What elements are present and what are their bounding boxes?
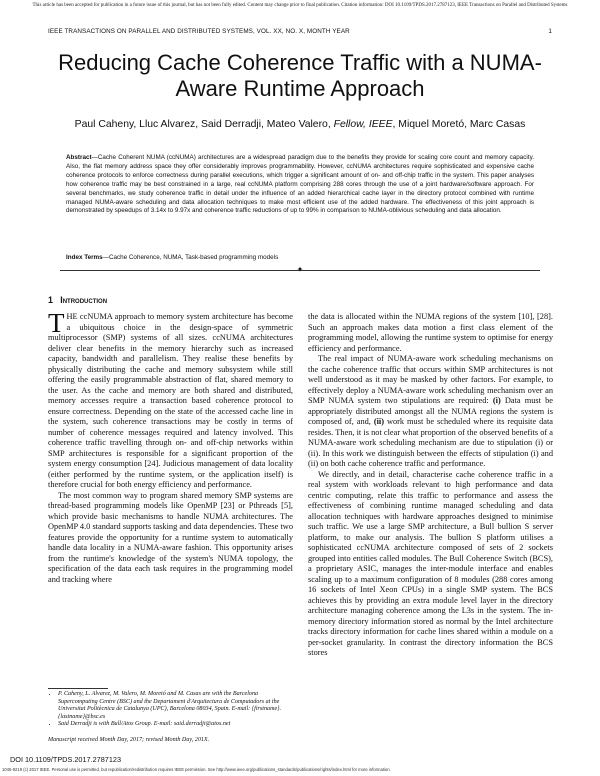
footnotes xyxy=(48,691,293,729)
publication-notice: This article has been accepted for publication in a future issue of this journal, but has not been fully edited. Content may change prior to final publication. Citation information: DOI 10.1109/TPDS.2017.2787123, IEEE Transactions on Parallel and Distributed Systems xyxy=(32,3,568,8)
divider-diamond-icon: ✦ xyxy=(296,265,304,274)
paragraph-text: Data must be appropriately distributed amongst all the NUMA regions the system is composed of, and, xyxy=(308,396,553,426)
copyright-notice: 1045-9219 (c) 2017 IEEE. Personal use is permitted, but republication/redistribution requires IEEE permission. See http://www.ieee.org/publications_standards/publications/rights/index.html for more information. xyxy=(2,767,391,772)
authors-after: , Miquel Moretó, Marc Casas xyxy=(392,119,526,130)
page-number: 1 xyxy=(548,28,552,35)
manuscript-dates: Manuscript received Month Day, 2017; revised Month Day, 201X. xyxy=(48,737,210,743)
abstract-text: —Cache Coherent NUMA (ccNUMA) architectures are a widespread paradigm due to the benefits they provide for scaling core count and memory capacity. Also, the flat memory address space they offer considerably improves programmability. However, ccNUMA architectures require sophisticated and expensive cache coherence protocols to enforce correctness during parallel executions, which trigger a significant amount of on- and off-chip traffic in the system. This paper analyses how coherence traffic may be best constrained in a large, real ccNUMA platform comprising 288 cores through the use of a joint hardware/software approach. For several benchmarks, we study coherence traffic in detail under the influence of an added hierarchical cache layer in the directory protocol combined with runtime managed NUMA-aware scheduling and data allocation techniques to make most efficient use of the added hardware. The effectiveness of this joint approach is demonstrated by speedups of 3.14x to 9.97x and coherence traffic reductions of up to 99% in comparison to NUMA-oblivious scheduling and data allocation. xyxy=(66,154,534,215)
paragraph-text: HE ccNUMA approach to memory system architecture has become a ubiquitous choice in the design-space of symmetric multiprocessor (SMP) systems of all sizes. ccNUMA architectures deliver clear benefits in the memory hierarchy such as increased capacity, bandwidth and parallelism. They realise these benefits by physically distributing the cache and memory subsystem while still offering the easily programmable abstraction of flat, shared memory to the user. As the cache and memory are both shared and distributed, memory accesses require a transaction based coherence protocol to ensure correctness. Depending on the state of the accessed cache line in the system, such coherence transactions may be costly in terms of number of coherence messages required and latency involved. This coherence traffic travelling through on- and off-chip networks within SMP architectures is responsible for a significant proportion of the system energy consumption [24]. Judicious management of data locality (either performed by the runtime system, or the application itself) is therefore crucial for both energy efficiency and performance. xyxy=(48,312,293,489)
paragraph: the data is allocated within the NUMA regions of the system [10], [28]. Such an approach makes data motion a first class element of the programming model, allowing the runtime system to optimise for energy efficiency and performance. xyxy=(308,312,553,353)
drop-cap: T xyxy=(48,308,65,338)
section-title: Introduction xyxy=(60,295,108,305)
section-number: 1 xyxy=(48,295,53,305)
doi: DOI 10.1109/TPDS.2017.2787123 xyxy=(10,755,122,764)
running-head xyxy=(48,28,552,35)
footnote-affiliation: • P. Caheny, L. Alvarez, M. Valero, M. Moretó and M. Casas are with the Barcelona Supercomputing Centre (BSC) and the Departament d'Arquitectura de Computadors at the Universitat Politècnica de Catalunya (UPC), Barcelona 08034, Spain. E-mail: {firstname}.{lastname}@bsc.es xyxy=(58,691,293,721)
abstract-label: Abstract xyxy=(66,154,92,161)
stipulation-ii: (ii) xyxy=(373,417,385,426)
footnote-rule xyxy=(48,688,108,689)
left-column xyxy=(48,308,293,585)
right-column xyxy=(308,312,553,659)
abstract xyxy=(66,154,534,216)
section-heading xyxy=(48,295,107,305)
authors-fellow: Fellow, IEEE xyxy=(333,119,393,130)
paragraph-text: work must be scheduled where its requisite data resides. Then, it is not clear what proportion of the observed benefits of a NUMA-aware work scheduling mechanism are due to stipulation (i) or (ii). In this work we distinguish between the effects of stipulation (i) and (ii) on both cache coherence traffic and performance. xyxy=(308,417,553,468)
paragraph: The most common way to program shared memory SMP systems are thread-based programming models like OpenMP [23] or Pthreads [5], which provide basic mechanisms to handle NUMA architectures. The OpenMP 4.0 standard supports tasking and data dependencies. These two features provide the opportunity for a runtime system to automatically handle data locality in a NUMA-aware fashion. This opportunity arises from the runtime's knowledge of the system's NUMA topology, the specification of the data each task requires in the programming model and tracking where xyxy=(48,490,293,584)
index-terms xyxy=(66,254,534,262)
authors-before: Paul Caheny, Lluc Alvarez, Said Derradji, Mateo Valero, xyxy=(74,119,334,130)
paragraph xyxy=(308,354,553,470)
index-terms-text: —Cache Coherence, NUMA, Task-based programming models xyxy=(102,254,279,261)
index-terms-label: Index Terms xyxy=(66,254,103,261)
paragraph xyxy=(48,308,293,491)
paper-title: Reducing Cache Coherence Traffic with a NUMA-Aware Runtime Approach xyxy=(58,50,542,101)
stipulation-i: (i) xyxy=(492,396,501,405)
paragraph-text: The real impact of NUMA-aware work scheduling mechanisms on the cache coherence traffic that occurs within SMP architectures is not well understood as it may be masked by other factors. For example, to effectively deploy a NUMA-aware work scheduling mechanism over an SMP NUMA system two stipulations are required: xyxy=(308,354,553,405)
running-head-text: IEEE TRANSACTIONS ON PARALLEL AND DISTRIBUTED SYSTEMS, VOL. XX, NO. X, MONTH YEAR xyxy=(48,28,350,35)
paragraph: We directly, and in detail, characterise cache coherence traffic in a real system with workloads relevant to high performance and data centric computing, relate this traffic to performance and assess the effectiveness of combining runtime managed scheduling and data allocation techniques with hardware approaches designed to minimise such traffic. We use a large SMP architecture, a Bull bullion S server platform, to make our analysis. The bullion S platform utilises a sophisticated ccNUMA architecture composed of sets of 2 sockets grouped into entities called modules. The Bull Coherence Switch (BCS), a proprietary ASIC, manages the inter-module interface and enables scaling up to a maximum configuration of 8 modules (288 cores among 16 sockets of Intel Xeon CPUs) in a single SMP system. The BCS achieves this by providing an extra module level layer in the directory architecture managing coherence among the L3s in the system. The in-memory directory information stored as normal by the Intel architecture tracks directory information for cache lines shared within a module on a per-socket granularity. In contrast the directory information the BCS stores xyxy=(308,469,553,657)
footnote-affiliation: • Said Derradji is with Bull/Atos Group. E-mail: said.derradji@atos.net xyxy=(58,721,293,729)
author-list xyxy=(30,119,570,130)
